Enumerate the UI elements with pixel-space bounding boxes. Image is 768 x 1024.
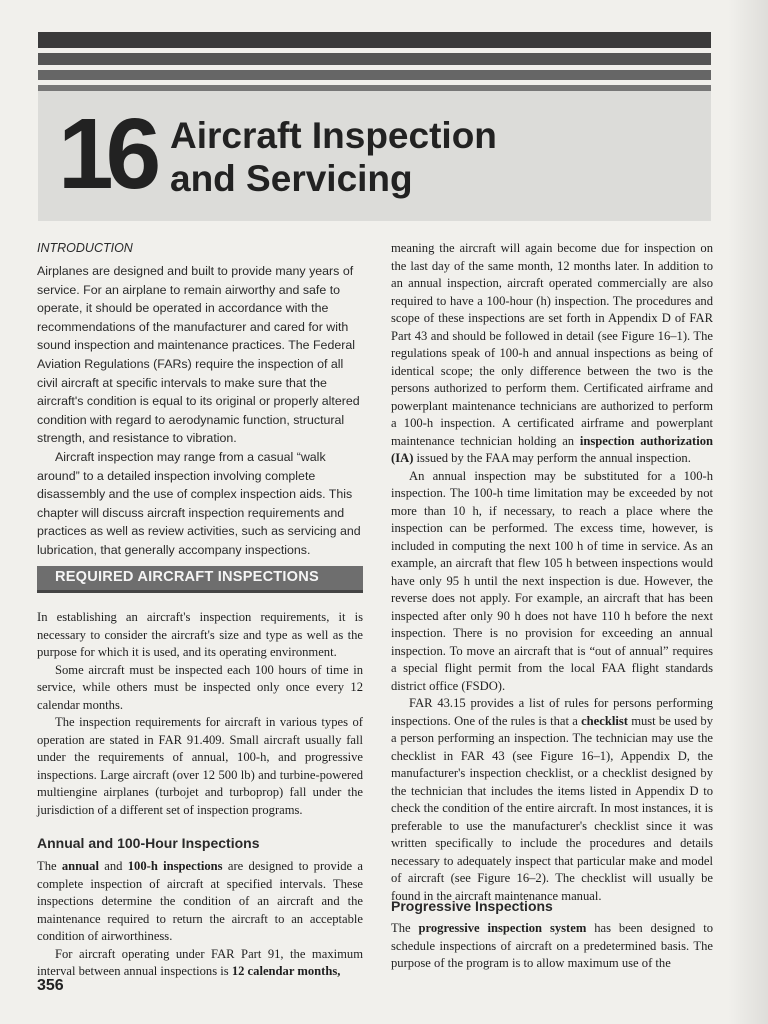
annual-paragraph-1: The annual and 100-h inspections are designed to provide a complete inspection of aircraft at specified intervals. These inspections determine the condition of an aircraft and the maintenance required to return the aircraft to an acceptable condition of airworthiness. bbox=[37, 859, 363, 943]
required-paragraph-2: Some aircraft must be inspected each 100 hours of time in service, while others must be inspected only once every 12 calendar months. bbox=[37, 662, 363, 712]
chapter-title-line2: and Servicing bbox=[170, 158, 413, 199]
page-number: 356 bbox=[37, 977, 64, 994]
intro-paragraph-1: Airplanes are designed and built to provide many years of service. For an airplane to remain airworthy and safe to operate, it should be operated in accordance with the recommendations of the manufacturer and cared for with sound inspection and maintenance practices. The Federal Aviation Regulations (FARs) require the inspection of all civil aircraft at specific intervals to make sure that the aircraft's condition is equal to its original or properly altered condition with regard to aerodynamic function, structural strength, and resistance to vibration. bbox=[37, 264, 360, 446]
intro-body bbox=[37, 262, 363, 560]
page-edge-shadow bbox=[728, 0, 768, 1024]
header-stripe bbox=[38, 70, 711, 80]
section-title: REQUIRED AIRCRAFT INSPECTIONS bbox=[55, 569, 319, 585]
section-banner-required-inspections bbox=[37, 566, 363, 593]
required-paragraph-3: The inspection requirements for aircraft in various types of operation are stated in FAR 91.409. Small aircraft usually fall under the requirements of annual, 100-h, and progressive inspections. Large aircraft (over 12 500 lb) and turbine-powered multiengine airplanes (turbojet and turboprop) fall under the jurisdiction of a different set of inspection programs. bbox=[37, 715, 363, 817]
annual-paragraph-2: For aircraft operating under FAR Part 91, the maximum interval between annual inspections is 12 calendar months, bbox=[37, 946, 363, 978]
chapter-title bbox=[170, 114, 497, 200]
chapter-title-line1: Aircraft Inspection bbox=[170, 115, 497, 156]
progressive-paragraph-1: The progressive inspection system has been designed to schedule inspections of aircraft on a predetermined basis. The purpose of the program is to allow maximum use of the bbox=[391, 921, 714, 970]
header-stripe bbox=[38, 32, 711, 48]
annual-inspections-heading: Annual and 100-Hour Inspections bbox=[37, 835, 260, 851]
header-stripe bbox=[38, 53, 711, 65]
annual-inspections-body bbox=[37, 858, 363, 981]
required-paragraph-1: In establishing an aircraft's inspection requirements, it is necessary to consider the aircraft's size and type as well as the purpose for which it is used, and its operating environment. bbox=[37, 610, 363, 659]
required-inspections-body bbox=[37, 609, 363, 819]
right-column-body bbox=[391, 240, 713, 905]
right-paragraph-3: FAR 43.15 provides a list of rules for persons performing inspections. One of the rules is that a checklist must be used by a person performing an inspection. The technician may use the checklist in FAR 43 (see Figure 16–1), Appendix D, the manufacturer's inspection checklist, or a checklist designed by the technician that includes the items listed in Appendix D to check the condition of the entire aircraft. In most instances, it is preferable to use the manufacturer's checklist since it was written specifically to include the procedures and details necessary to adequately inspect that particular make and model of aircraft (see Figure 16–2). The checklist will usually be found in the aircraft maintenance manual. bbox=[391, 696, 714, 903]
intro-paragraph-2: Aircraft inspection may range from a casual “walk around” to a detailed inspection involving complete disassembly and the use of complex inspection aids. This chapter will discuss aircraft inspection requirements and practices as well as review activities, such as servicing and lubrication, that generally accompany inspections. bbox=[37, 449, 361, 557]
right-paragraph-1: meaning the aircraft will again become due for inspection on the last day of the same month, 12 months later. In addition to an annual inspection, aircraft operated commercially are also required to have a 100-hour (h) inspection. The procedures and scope of these inspections are set forth in Appendix D of FAR Part 43 and should be followed in detail (see Figure 16–1). The regulations speak of 100-h and annual inspections as being of identical scope; the only difference between the two is the persons authorized to perform them. Certificated airframe and powerplant maintenance technicians are authorized to perform a 100-h inspection. A certificated airframe and powerplant maintenance technician holding an inspection authorization (IA) issued by the FAA may perform the annual inspection. bbox=[391, 241, 714, 465]
chapter-number: 16 bbox=[58, 98, 154, 210]
intro-heading: INTRODUCTION bbox=[37, 241, 133, 255]
progressive-inspections-heading: Progressive Inspections bbox=[391, 898, 553, 914]
header-stripes bbox=[38, 32, 711, 97]
progressive-inspections-body bbox=[391, 920, 713, 973]
right-paragraph-2: An annual inspection may be substituted for a 100-h inspection. The 100-h time limitation may be exceeded by not more than 10 h, if necessary, to reach a place where the inspection can be performed. The excess time, however, is included in computing the next 100 h of time in service. As an example, an aircraft that flew 105 h between inspections would have only 95 h until the next inspection is due. However, the reverse does not apply. For example, an aircraft that has been inspected after only 90 h does not have 110 h before the next inspection. There is no provision for exceeding an annual inspection. To move an aircraft that is “out of annual” requires a special flight permit from the local FAA flight standards district office (FSDO). bbox=[391, 468, 713, 693]
